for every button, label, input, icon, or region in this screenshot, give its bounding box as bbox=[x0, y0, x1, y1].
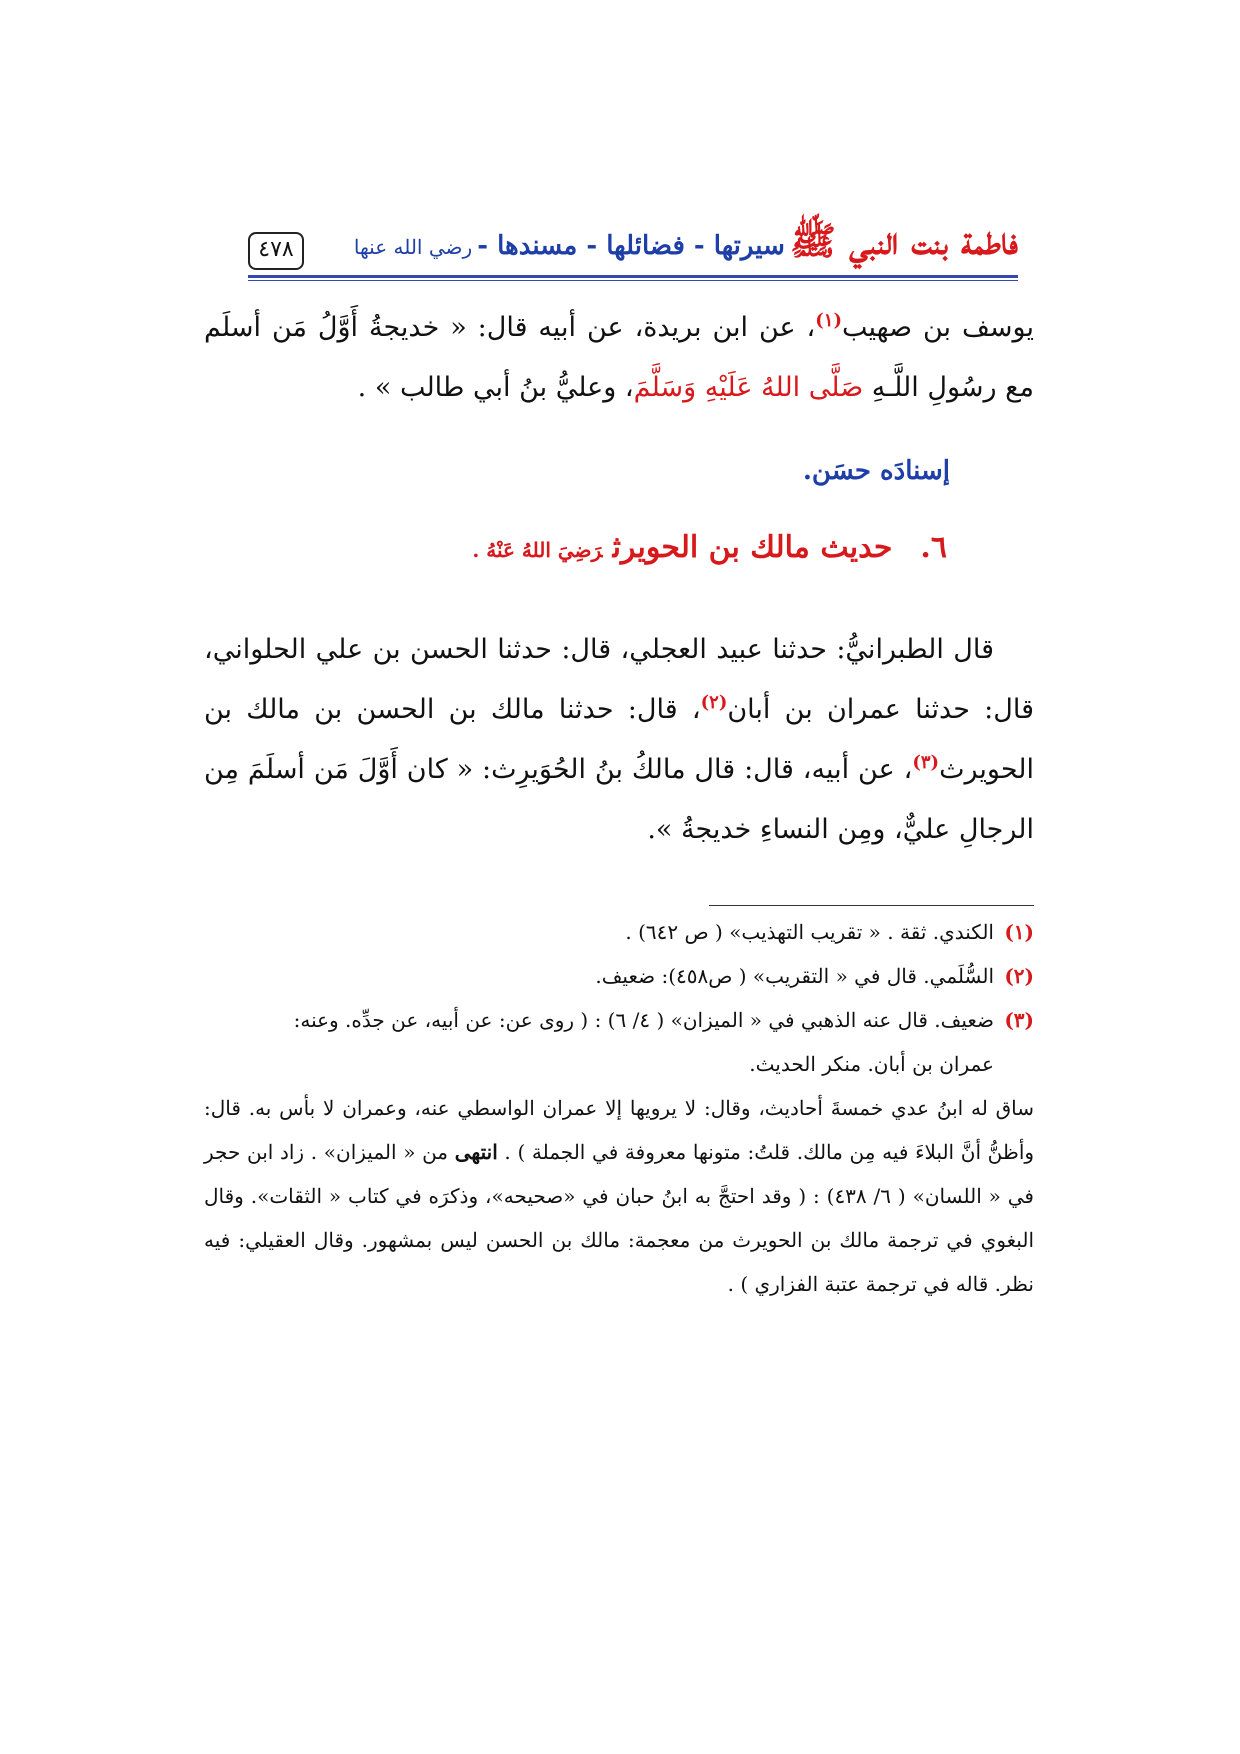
paragraph-2-text-b: ، قال: حدثنا مالك بن الحسن بن مالك بن الحويرث bbox=[204, 694, 1034, 785]
book-title-main: فاطمة بنت النبي ﷺ bbox=[790, 218, 1018, 263]
footnote-ref-2[interactable]: (٢) bbox=[700, 692, 728, 713]
page-number: ٤٧٨ bbox=[248, 232, 304, 270]
footnote-1 bbox=[204, 910, 1034, 954]
paragraph-1-text-b: ، عن ابن بريدة، عن أبيه قال: « خديجةُ أَوَّلُ مَن أسلَم مع رسُولِ اللَّـهِ bbox=[204, 312, 1034, 403]
footnote-2-text: السُّلَمي. قال في « التقريب» ( ص٤٥٨): ضعيف. bbox=[595, 964, 994, 988]
paragraph-1-text-c: ، وعليُّ بنُ أبي طالب » . bbox=[357, 372, 634, 403]
section-heading bbox=[472, 530, 947, 565]
section-rida: رَضِيَ اللهُ عَنْهُ . bbox=[472, 538, 603, 562]
section-number: ٦. bbox=[920, 530, 947, 565]
page-header bbox=[248, 218, 1018, 278]
book-title bbox=[354, 218, 1018, 273]
footnote-3-number: (٣) bbox=[1004, 1008, 1034, 1032]
book-title-sub: سيرتها - فضائلها - مسندها - bbox=[477, 231, 785, 261]
footnote-3 bbox=[204, 998, 1034, 1042]
footnote-3-body-bold: انتهى bbox=[454, 1140, 498, 1164]
footnote-1-text: الكندي. ثقة . « تقريب التهذيب» ( ص ٦٤٢) . bbox=[625, 920, 994, 944]
footnote-3-body bbox=[204, 1086, 1034, 1306]
paragraph-2-text-c: ، عن أبيه، قال: قال مالكُ بنُ الحُوَيرِث: « كان أَوَّلَ مَن أسلَمَ مِن الرجالِ عليٌّ، ومِن النساءِ خديجةُ ». bbox=[204, 754, 1034, 845]
footnote-3-body-a: ساق له ابنُ عدي خمسةَ أحاديث، وقال: لا يرويها إلا عمران الواسطي عنه، وعمران لا بأس به. قال: وأظنُّ أنَّ البلاءَ فيه مِن مالك. قلتُ: متونها معروفة في الجملة ) . bbox=[204, 1096, 1035, 1164]
footnote-3-text: ضعيف. قال عنه الذهبي في « الميزان» ( ٤/ ٦) : ( روى عن: عن أبيه، عن جدِّه. وعنه: bbox=[293, 1008, 994, 1032]
salawat-phrase: صَلَّى اللهُ عَلَيْهِ وَسَلَّمَ bbox=[633, 372, 864, 403]
paragraph-1-text-a: يوسف بن صهيب bbox=[842, 312, 1034, 343]
footnote-ref-1[interactable]: (١) bbox=[815, 310, 842, 331]
footnote-divider bbox=[709, 905, 1034, 906]
footnote-1-number: (١) bbox=[1004, 920, 1034, 944]
paragraph-1 bbox=[204, 298, 1034, 418]
header-divider bbox=[248, 275, 1018, 281]
section-title: حديث مالك بن الحويرث bbox=[612, 530, 893, 565]
footnote-2 bbox=[204, 954, 1034, 998]
paragraph-2 bbox=[204, 620, 1034, 860]
footnote-3-continuation: عمران بن أبان. منكر الحديث. bbox=[749, 1052, 994, 1076]
paragraph-2-text-a: قال الطبرانيُّ: حدثنا عبيد العجلي، قال: حدثنا الحسن بن علي الحلواني، قال: حدثنا عمران بن أبان bbox=[204, 634, 1034, 725]
footnote-3-body-b: من « الميزان» . زاد ابن حجر في « اللسان» ( ٦/ ٤٣٨) : ( وقد احتجَّ به ابنُ حبان في «صحيحه»، وذكرَه في كتاب « الثقات». وقال البغوي في ترجمة مالك بن الحويرث من معجمة: مالك بن الحسن ليس بمشهور. وقال العقيلي: فيه نظر. قاله في ترجمة عتبة الفزاري ) . bbox=[204, 1140, 1034, 1296]
book-title-rida: رضي الله عنها bbox=[353, 235, 473, 259]
footnote-2-number: (٢) bbox=[1004, 964, 1034, 988]
footnote-ref-3[interactable]: (٣) bbox=[912, 752, 940, 773]
isnad-grading: إسنادَه حسَن. bbox=[802, 456, 950, 486]
